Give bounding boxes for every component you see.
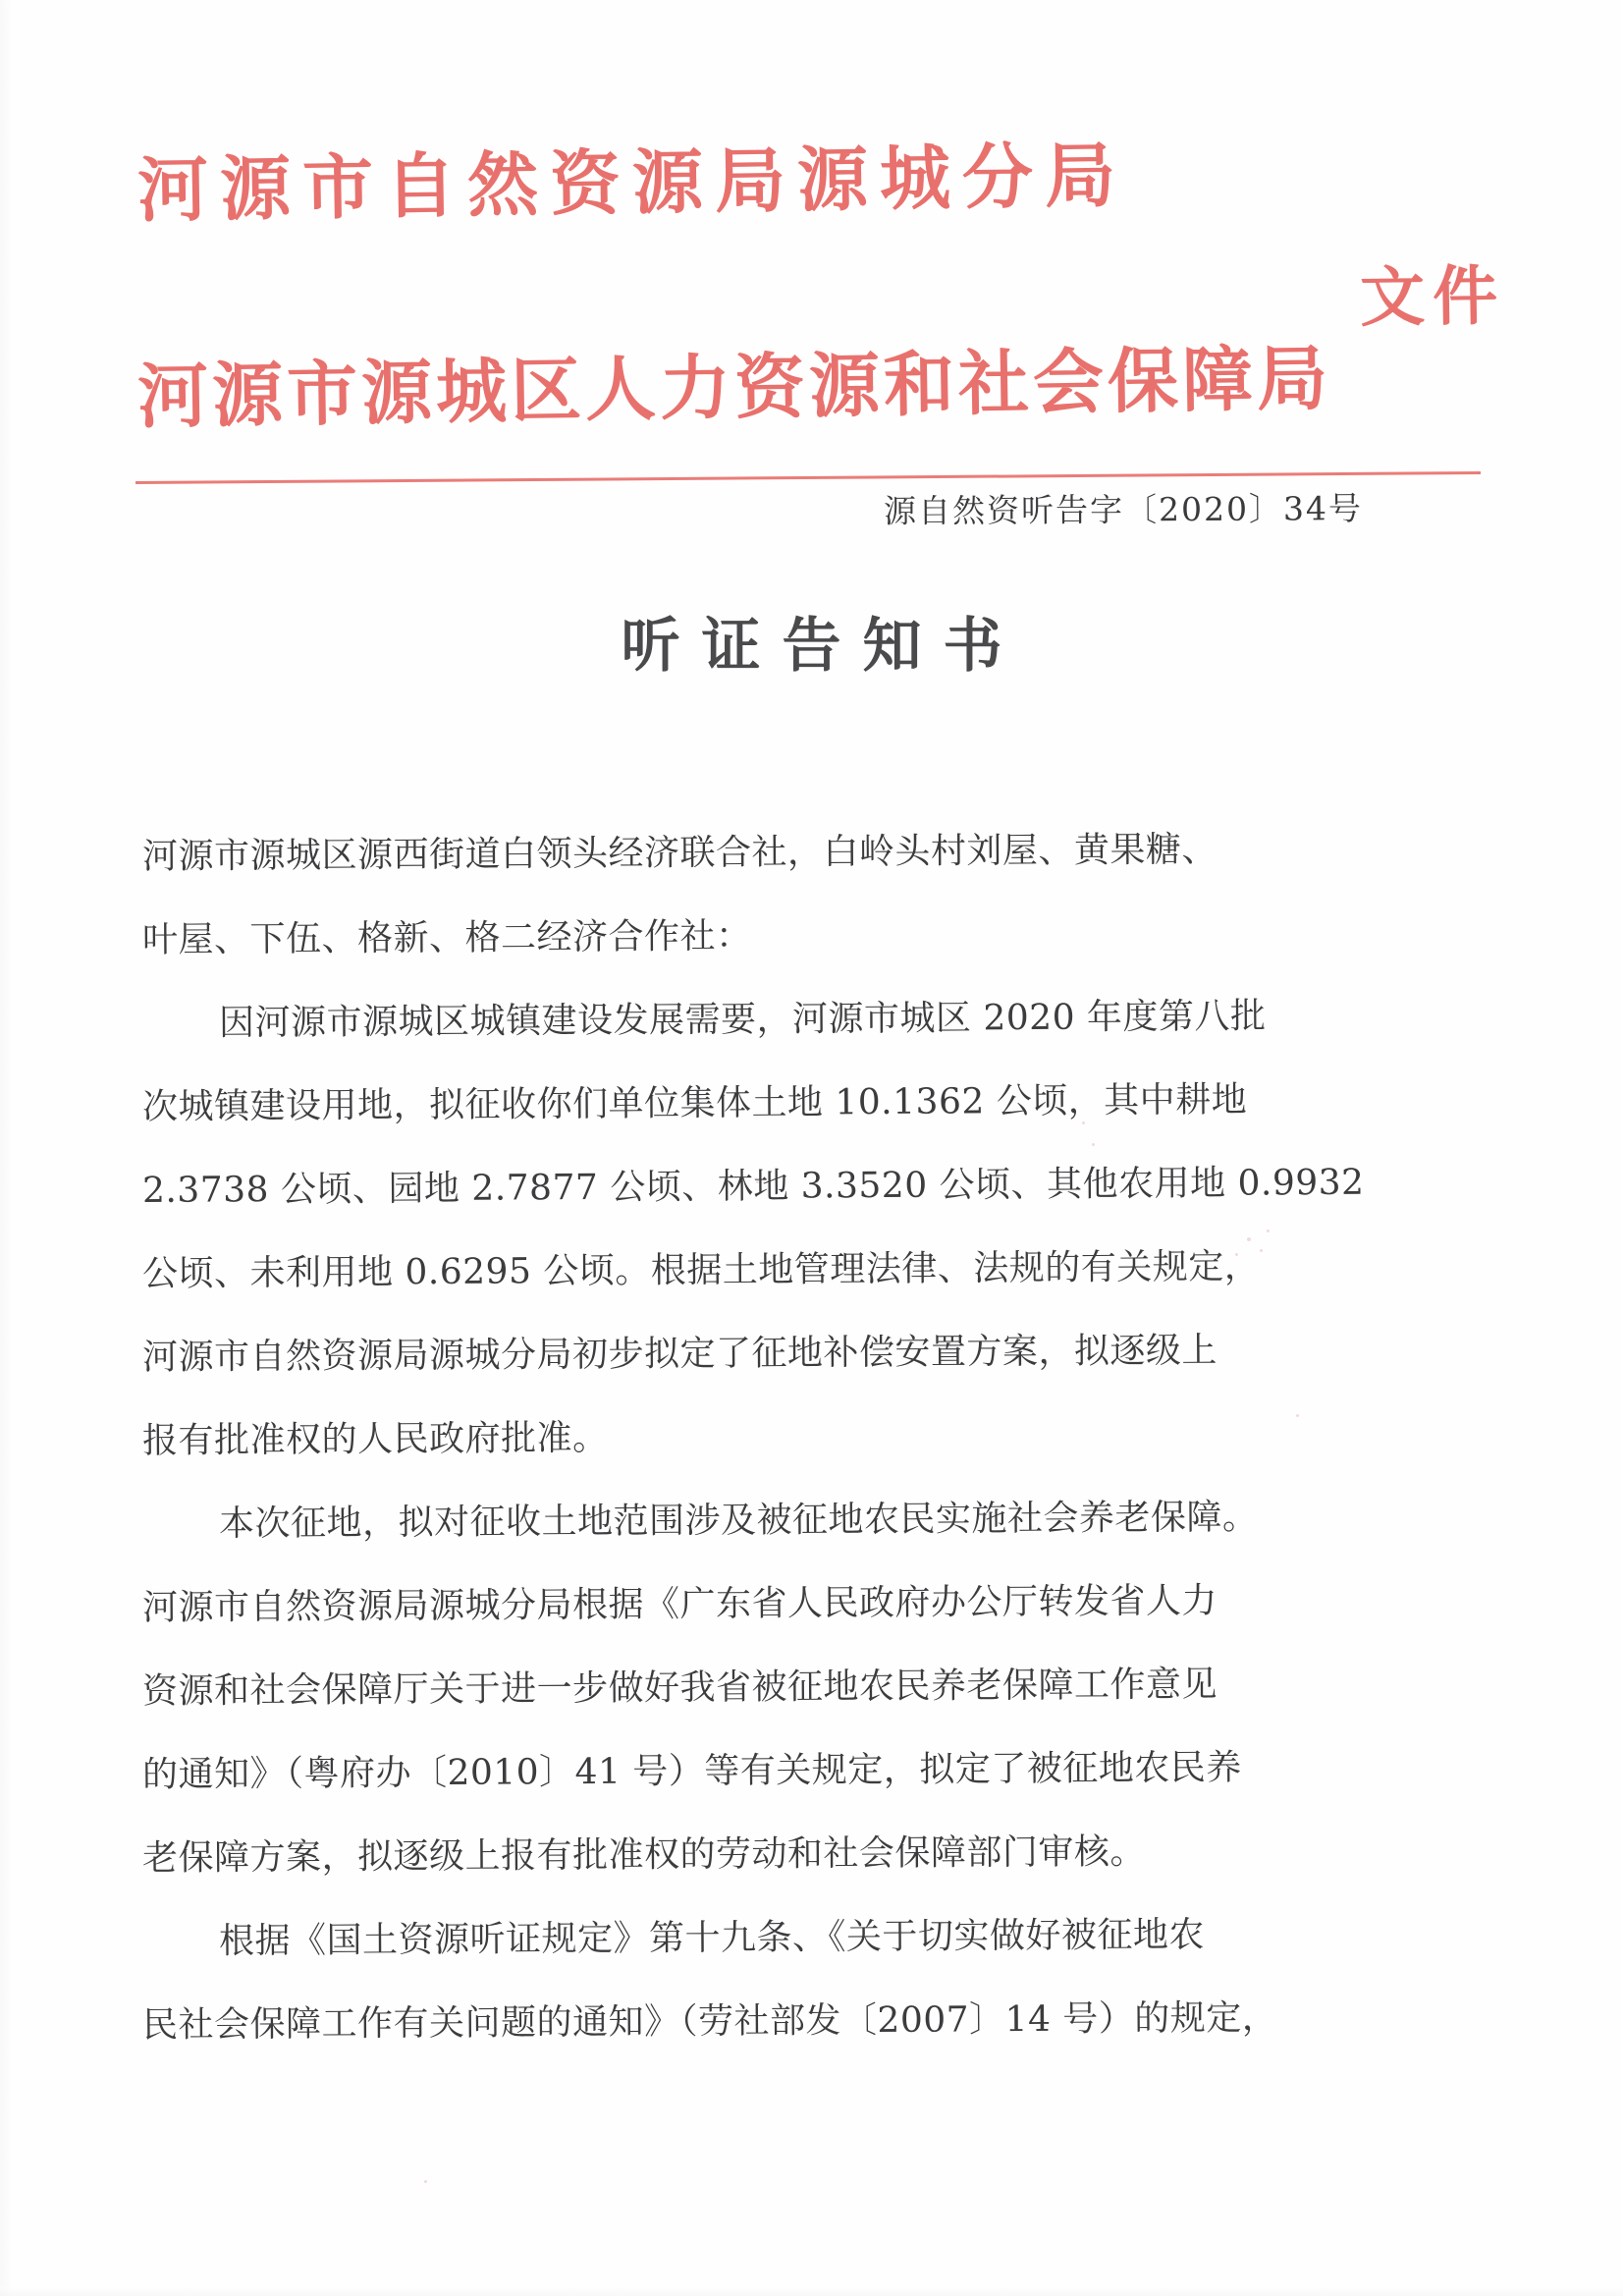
document-number: 源自然资听告字〔2020〕34号 [883, 489, 1364, 530]
masthead-divider-rule [135, 471, 1481, 484]
paragraph-line: 报有批准权的人民政府批准。 [141, 1417, 609, 1461]
paragraph-line: 2.3738 公顷、园地 2.7877 公顷、林地 3.3520 公顷、其他农用地 0.9932 [141, 1162, 1365, 1211]
scan-speckle [1260, 1249, 1263, 1252]
paragraph-line: 的通知》（粤府办〔2010〕41 号）等有关规定，拟定了被征地农民养 [141, 1747, 1242, 1795]
scan-speckle [424, 2180, 427, 2183]
page-title: 听证告知书 [621, 612, 1024, 681]
recipient-line: 河源市源城区源西街道白领头经济联合社，白岭头村刘屋、黄果糖、 [141, 829, 1218, 877]
paragraph-line: 本次征地，拟对征收土地范围涉及被征地农民实施社会养老保障。 [218, 1497, 1259, 1545]
paragraph-line: 老保障方案，拟逐级上报有批准权的劳动和社会保障部门审核。 [141, 1831, 1147, 1879]
scan-speckle [1247, 1237, 1251, 1241]
paragraph-line: 次城镇建设用地，拟征收你们单位集体土地 10.1362 公顷，其中耕地 [141, 1079, 1248, 1127]
masthead-suffix-wenjian: 文件 [1359, 256, 1506, 336]
scan-speckle [1267, 1230, 1270, 1232]
paragraph-line: 因河源市源城区城镇建设发展需要，河源市城区 2020 年度第八批 [218, 996, 1267, 1044]
issuing-agency-line-1: 河源市自然资源局源城分局 [136, 133, 1128, 232]
paragraph-line: 公顷、未利用地 0.6295 公顷。根据土地管理法律、法规的有关规定， [141, 1246, 1261, 1294]
document-body [142, 815, 1517, 2067]
masthead [0, 77, 1623, 438]
issuing-agency-line-2: 河源市源城区人力资源和社会保障局 [136, 335, 1332, 438]
paragraph-line: 河源市自然资源局源城分局根据《广东省人民政府办公厅转发省人力 [141, 1580, 1218, 1628]
paragraph-line: 根据《国土资源听证规定》第十九条、《关于切实做好被征地农 [218, 1914, 1206, 1962]
scan-edge-bottom [0, 2286, 1623, 2296]
paragraph-line: 河源市自然资源局源城分局初步拟定了征地补偿安置方案，拟逐级上 [141, 1330, 1218, 1378]
scan-speckle [1092, 1143, 1095, 1146]
scan-speckle [756, 1180, 759, 1183]
scan-speckle [1296, 1414, 1299, 1417]
paragraph-line: 民社会保障工作有关问题的通知》（劳社部发〔2007〕14 号）的规定， [141, 1997, 1278, 2046]
scan-speckle [1235, 1253, 1238, 1256]
paragraph-line: 资源和社会保障厅关于进一步做好我省被征地农民养老保障工作意见 [141, 1664, 1218, 1712]
recipient-line: 叶屋、下伍、格新、格二经济合作社： [141, 915, 752, 960]
scan-speckle [1082, 1121, 1085, 1124]
